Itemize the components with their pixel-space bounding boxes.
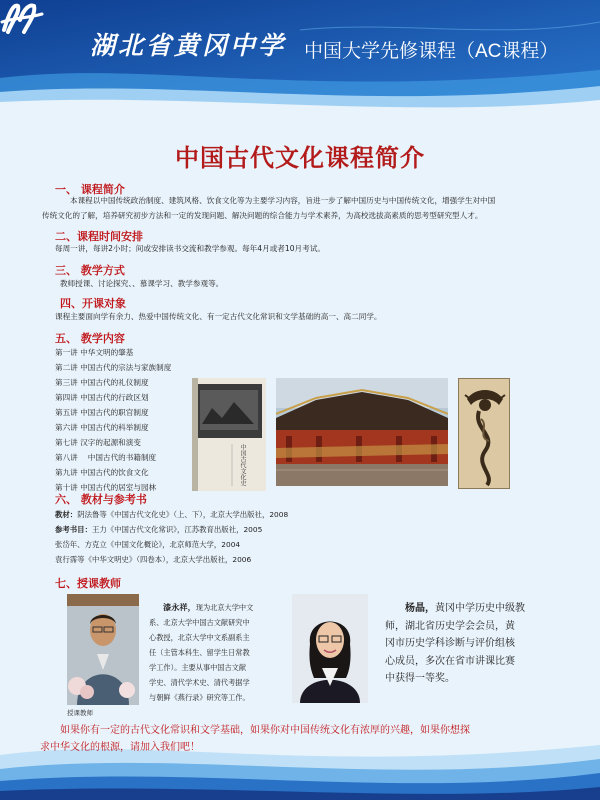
textbook-label: 教材： [55, 510, 78, 519]
teacher1-name: 漆永祥， [163, 602, 196, 612]
page-title: 中国古代文化课程简介 [175, 143, 425, 172]
closing-line: 求中华文化的根源，请加入我们吧！ [40, 742, 200, 753]
teacher1-bio-line: 学史、清代学术史、清代考据学 [149, 678, 250, 687]
section-teachers-heading: 七、授课教师 [55, 577, 121, 590]
teacher1-bio-line: 与朝鲜《燕行录》研究等工作。 [149, 693, 250, 702]
section-method-text: 教师授课、讨论探究、、慕课学习、教学参观等。 [60, 279, 224, 288]
teacher1-bio [149, 600, 281, 705]
reference-line: 袁行霈等《中华文明史》（四卷本），北京大学出版社，2006 [55, 555, 252, 564]
lecture-item: 第七讲 汉字的起源和演变 [55, 438, 141, 447]
closing-line: 如果你有一定的古代文化常识和文学基础，如果你对中国传统文化有浓厚的兴趣，如果你想探 [60, 725, 470, 736]
program-title: 中国大学先修课程（AC课程） [304, 41, 559, 62]
teacher2-bio-line: 冈市历史学科诊断与评价组核 [385, 638, 515, 649]
teacher1-caption: 授课教师 [67, 709, 93, 717]
header-banner [0, 0, 600, 110]
teacher2-bio-line: 中获得一等奖。 [385, 673, 455, 684]
lecture-item: 第九讲 中国古代的饮食文化 [55, 468, 149, 477]
book-cover-image [192, 378, 266, 491]
section-audience-text: 课程主要面向学有余力、热爱中国传统文化、有一定古代文化常识和文学基础的高一、高二同学。 [55, 312, 382, 321]
lecture-item: 第四讲 中国古代的行政区划 [55, 393, 149, 402]
section-intro-heading: 一、 课程简介 [55, 183, 125, 196]
reference-line [55, 524, 262, 535]
section-schedule-heading: 二、课程时间安排 [55, 230, 143, 243]
teacher2-bio-line: 心成员，多次在省市讲课比赛 [385, 655, 515, 667]
ancient-painting-image [458, 378, 510, 489]
teacher2-bio-line: 师，湖北省历史学会会员，黄 [385, 620, 515, 632]
teacher1-bio-line: 学工作）。主要从事中国古文献 [149, 663, 247, 672]
section-method-heading: 三、 教学方式 [55, 264, 125, 277]
teacher1-photo [67, 594, 139, 705]
textbook-line [55, 509, 288, 520]
section-content-heading: 五、 教学内容 [55, 332, 125, 345]
teacher2-name: 杨晶， [405, 603, 435, 614]
teacher1-bio-text: 现为北京大学中文 [195, 603, 254, 612]
textbook-text: 阴法鲁等《中国古代文化史》（上、下），北京大学出版社，2008 [77, 510, 289, 519]
lecture-item: 第一讲 中华文明的肇基 [55, 348, 134, 357]
school-name: 湖北省黄冈中学 [90, 31, 287, 60]
teacher1-bio-line: 系、北京大学中国古文献研究中 [149, 618, 250, 627]
section-intro-text-line1: 本课程以中国传统政治制度、建筑风格、饮食文化等为主要学习内容，旨进一步了解中国历史与中国传统文化，增强学生对中国 [70, 196, 496, 205]
lecture-item: 第二讲 中国古代的宗法与家族制度 [55, 363, 172, 372]
references-label: 参考书目： [55, 525, 92, 534]
closing-message [40, 722, 560, 756]
teacher2-bio [385, 600, 535, 688]
teacher2-bio-text: 黄冈中学历史中级教 [435, 603, 525, 614]
teacher1-bio-line: 心教授，北京大学中文系副系主 [149, 633, 250, 642]
school-logo-icon [0, 0, 44, 36]
book-cover-title: 中国古代文化史 [239, 444, 246, 486]
lecture-item: 第十讲 中国古代的居室与园林 [55, 483, 157, 492]
lecture-item: 第五讲 中国古代的职官制度 [55, 408, 149, 417]
teacher1-bio-line: 任（主管本科生、留学生日常教 [149, 648, 250, 657]
teacher2-photo [292, 594, 368, 703]
teacher2-bio-line [385, 600, 535, 618]
lecture-item: 第三讲 中国古代的礼仪制度 [55, 378, 149, 387]
reference-line: 张岱年、方克立《中国文化概论》，北京师范大学，2004 [55, 540, 241, 549]
forbidden-city-image [276, 378, 448, 486]
reference-text: 王力《中国古代文化常识》，江苏教育出版社，2005 [91, 525, 263, 534]
section-intro-text-line2: 传统文化的了解，培养研究初步方法和一定的发现问题、解决问题的综合能力与学术素养，为高校选拔高素质的思考型研究型人才。 [42, 211, 483, 220]
section-schedule-text: 每周一讲，每讲2小时；间或安排读书交流和教学参观。每年4月或者10月考试。 [55, 244, 325, 253]
lecture-item: 第八讲 中国古代的书籍制度 [55, 453, 157, 462]
lecture-item: 第六讲 中国古代的科举制度 [55, 423, 149, 432]
teacher1-bio-line [149, 600, 281, 615]
section-books-heading: 六、 教材与参考书 [55, 493, 147, 506]
section-audience-heading: 四、开课对象 [60, 297, 126, 310]
